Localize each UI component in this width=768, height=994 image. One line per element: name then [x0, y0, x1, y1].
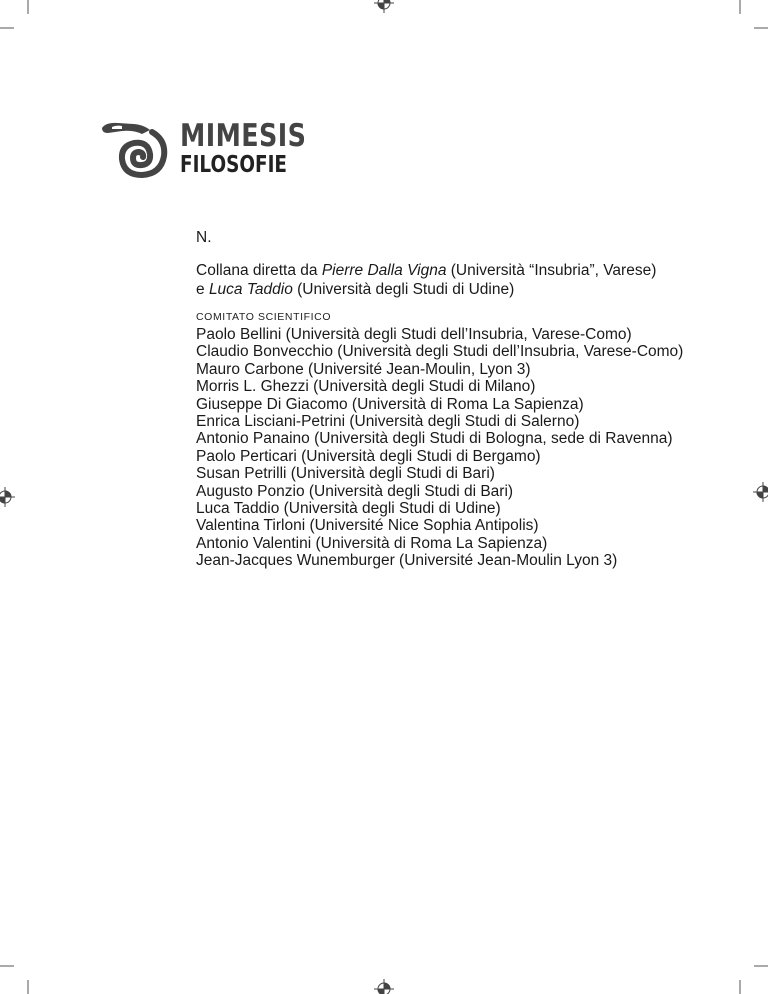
committee-member: Jean-Jacques Wunemburger (Université Jean-Moulin Lyon 3): [196, 552, 618, 570]
committee-member: Mauro Carbone (Université Jean-Moulin, Lyon 3): [196, 360, 531, 378]
volume-number-label: N.: [196, 229, 212, 246]
committee-member: Morris L. Ghezzi (Università degli Studi di Milano): [196, 378, 536, 396]
direction-line-2-suffix: (Università degli Studi di Udine): [292, 280, 515, 298]
committee-list: [196, 326, 716, 570]
committee-member: Susan Petrilli (Università degli Studi di Bari): [196, 465, 495, 483]
committee-member: Enrica Lisciani-Petrini (Università degli Studi di Salerno): [196, 413, 580, 431]
committee-member: Paolo Bellini (Università degli Studi dell’Insubria, Varese-Como): [196, 326, 632, 343]
registration-mark-bottom-icon: [374, 979, 394, 994]
committee-member: Antonio Valentini (Università di Roma La Sapienza): [196, 534, 548, 552]
direction-line-2: [196, 281, 696, 300]
director-name-2: Luca Taddio: [208, 280, 293, 298]
committee-heading: COMITATO SCIENTIFICO: [196, 311, 332, 323]
direction-line-1: [196, 262, 696, 281]
direction-line-2-prefix: e: [196, 280, 209, 298]
committee-member: Antonio Panaino (Università degli Studi di Bologna, sede di Ravenna): [196, 430, 673, 448]
direction-line-1-prefix: Collana diretta da: [196, 262, 322, 279]
registration-mark-top-icon: [374, 0, 394, 13]
series-name: FILOSOFIE: [180, 152, 288, 178]
publisher-name: MIMESIS: [180, 118, 307, 154]
committee-member: Giuseppe Di Giacomo (Università di Roma La Sapienza): [196, 395, 584, 413]
committee-member: Claudio Bonvecchio (Università degli Studi dell’Insubria, Varese-Como): [196, 343, 684, 361]
director-name-1: Pierre Dalla Vigna: [321, 262, 447, 279]
direction-line-1-suffix: (Università “Insubria”, Varese): [446, 262, 657, 279]
scientific-committee: [196, 311, 716, 570]
registration-mark-right-icon: [753, 482, 768, 502]
publisher-logo: [100, 112, 307, 184]
committee-member: Valentina Tirloni (Université Nice Sophia Antipolis): [196, 517, 539, 535]
spiral-mask-logo-icon: [100, 118, 172, 178]
committee-member: Paolo Perticari (Università degli Studi di Bergamo): [196, 447, 541, 465]
series-direction: [196, 262, 696, 299]
committee-member: Augusto Ponzio (Università degli Studi di Bari): [196, 482, 514, 500]
registration-mark-left-icon: [0, 487, 15, 507]
committee-member: Luca Taddio (Università degli Studi di Udine): [196, 500, 501, 518]
